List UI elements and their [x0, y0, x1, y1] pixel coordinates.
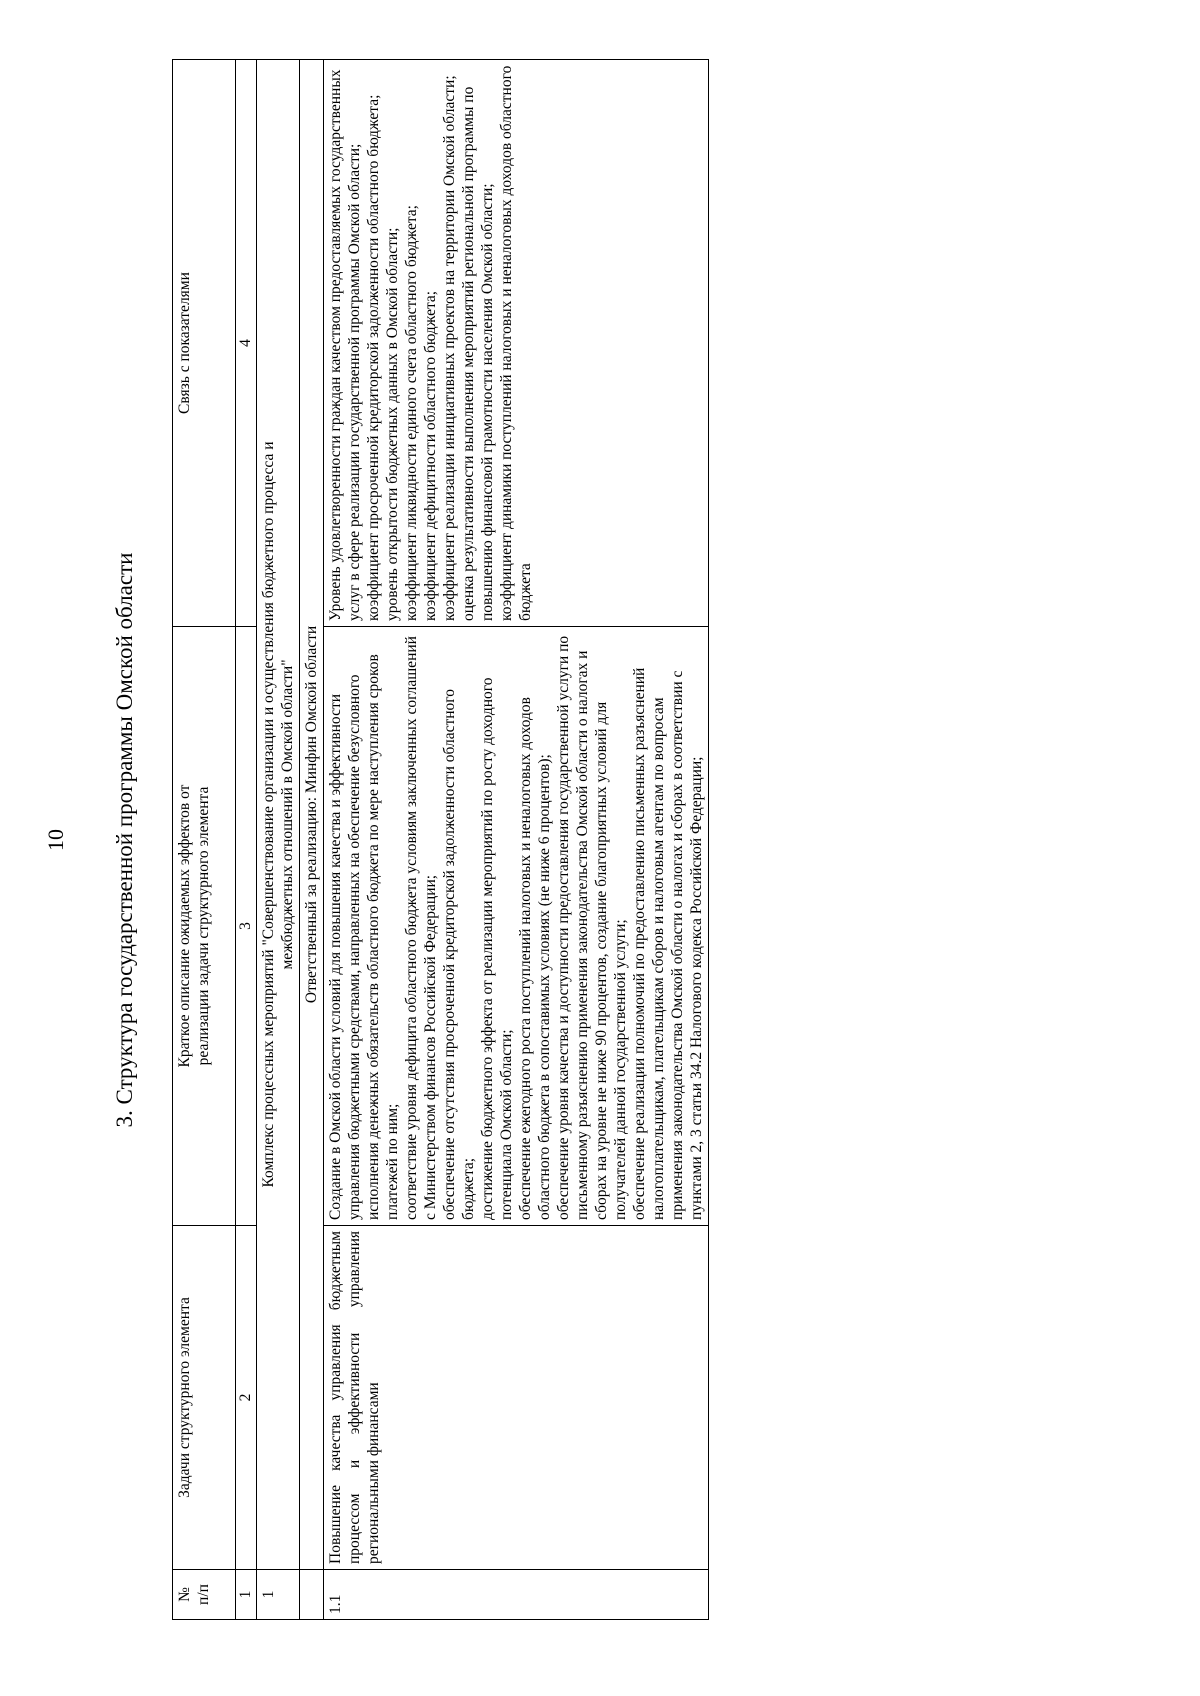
section-title: 3. Структура государственной программы Омской области — [112, 552, 137, 1128]
responsible-row — [300, 60, 324, 1620]
header-row — [173, 60, 236, 1620]
col-number-4: 4 — [236, 60, 257, 627]
effect-item: Создание в Омской области условий для повышения качества и эффективности управления бюджетными средствами, направленных на обеспечение безусловного исполнения денежных обязательств областного бюджета по мере наступления сроков платежей по ним; — [327, 654, 401, 1220]
responsible-text: Ответственный за реализацию: Минфин Омской области — [300, 60, 324, 1570]
effect-item: обеспечение ежегодного роста поступлений налоговых и неналоговых доходов областного бюджета в сопоставимых условиях (не ниже 6 процентов); — [517, 697, 553, 1220]
effect-item: обеспечение уровня качества и доступности предоставления государственной услуги по письменному разъяснению применения законодательства Омской области о налогах и сборах на уровне не ниже 90 процентов, создание благоприятных условий для получателей данной государственной услуги; — [555, 635, 629, 1220]
indicator-item: коэффициент просроченной кредиторской задолженности областного бюджета; — [365, 94, 382, 621]
col-number-2: 2 — [236, 1226, 257, 1570]
header-indicators: Связь с показателями — [173, 60, 236, 627]
complex-num: 1 — [257, 1570, 300, 1620]
header-tasks: Задачи структурного элемента — [173, 1226, 236, 1570]
indicator-item: оценка результативности выполнения мероприятий региональной программы по повышению финансовой грамотности населения Омской области; — [460, 86, 496, 621]
column-numbers-row — [236, 60, 257, 1620]
indicators-cell — [324, 60, 709, 627]
responsible-empty-cell — [300, 1570, 324, 1620]
header-num: № п/п — [173, 1570, 236, 1620]
effects-cell — [324, 627, 709, 1226]
effect-item: обеспечение отсутствия просроченной кредиторской задолженности областного бюджета; — [441, 688, 477, 1220]
row-num: 1.1 — [324, 1570, 709, 1620]
effect-item: достижение бюджетного эффекта от реализации мероприятий по росту доходного потенциала Омской области; — [479, 677, 515, 1220]
table-row — [324, 60, 709, 1620]
indicator-item: коэффициент ликвидности единого счета областного бюджета; — [403, 205, 420, 621]
indicator-item: Уровень удовлетворенности граждан качеством предоставляемых государственных услуг в сфере реализации государственной программы Омской области; — [327, 69, 363, 621]
indicator-item: коэффициент динамики поступлений налоговых и неналоговых доходов областного бюджета — [498, 65, 534, 621]
col-number-3: 3 — [236, 627, 257, 1226]
task-cell: Повышение качества управления бюджетным процессом и эффективности управления региональными финансами — [324, 1226, 709, 1570]
complex-title: Комплекс процессных мероприятий "Совершенствование организации и осуществления бюджетного процесса и межбюджетных отношений в Омской области" — [257, 60, 300, 1570]
rotated-table-container — [172, 60, 1122, 1620]
complex-row — [257, 60, 300, 1620]
indicator-item: коэффициент реализации инициативных проектов на территории Омской области; — [441, 75, 458, 621]
header-effects: Краткое описание ожидаемых эффектов от реализации задачи структурного элемента — [173, 627, 236, 1226]
indicator-item: коэффициент дефицитности областного бюджета; — [422, 290, 439, 621]
effect-item: соответствие уровня дефицита областного бюджета условиям заключенных соглашений с Министерством финансов Российской Федерации; — [403, 636, 439, 1220]
page-number: 10 — [43, 829, 68, 851]
effect-item: обеспечение реализации полномочий по предоставлению письменных разъяснений налогоплательщикам, плательщикам сборов и налоговым агентам по вопросам применения законодательства Омской области о налогах и сборах в соответствии с пунктами 2, 3 статьи 34.2 Налогового кодекса Российской Федерации; — [631, 667, 705, 1220]
col-number-1: 1 — [236, 1570, 257, 1620]
indicator-item: уровень открытости бюджетных данных в Омской области; — [384, 227, 401, 621]
program-structure-table — [172, 59, 709, 1620]
